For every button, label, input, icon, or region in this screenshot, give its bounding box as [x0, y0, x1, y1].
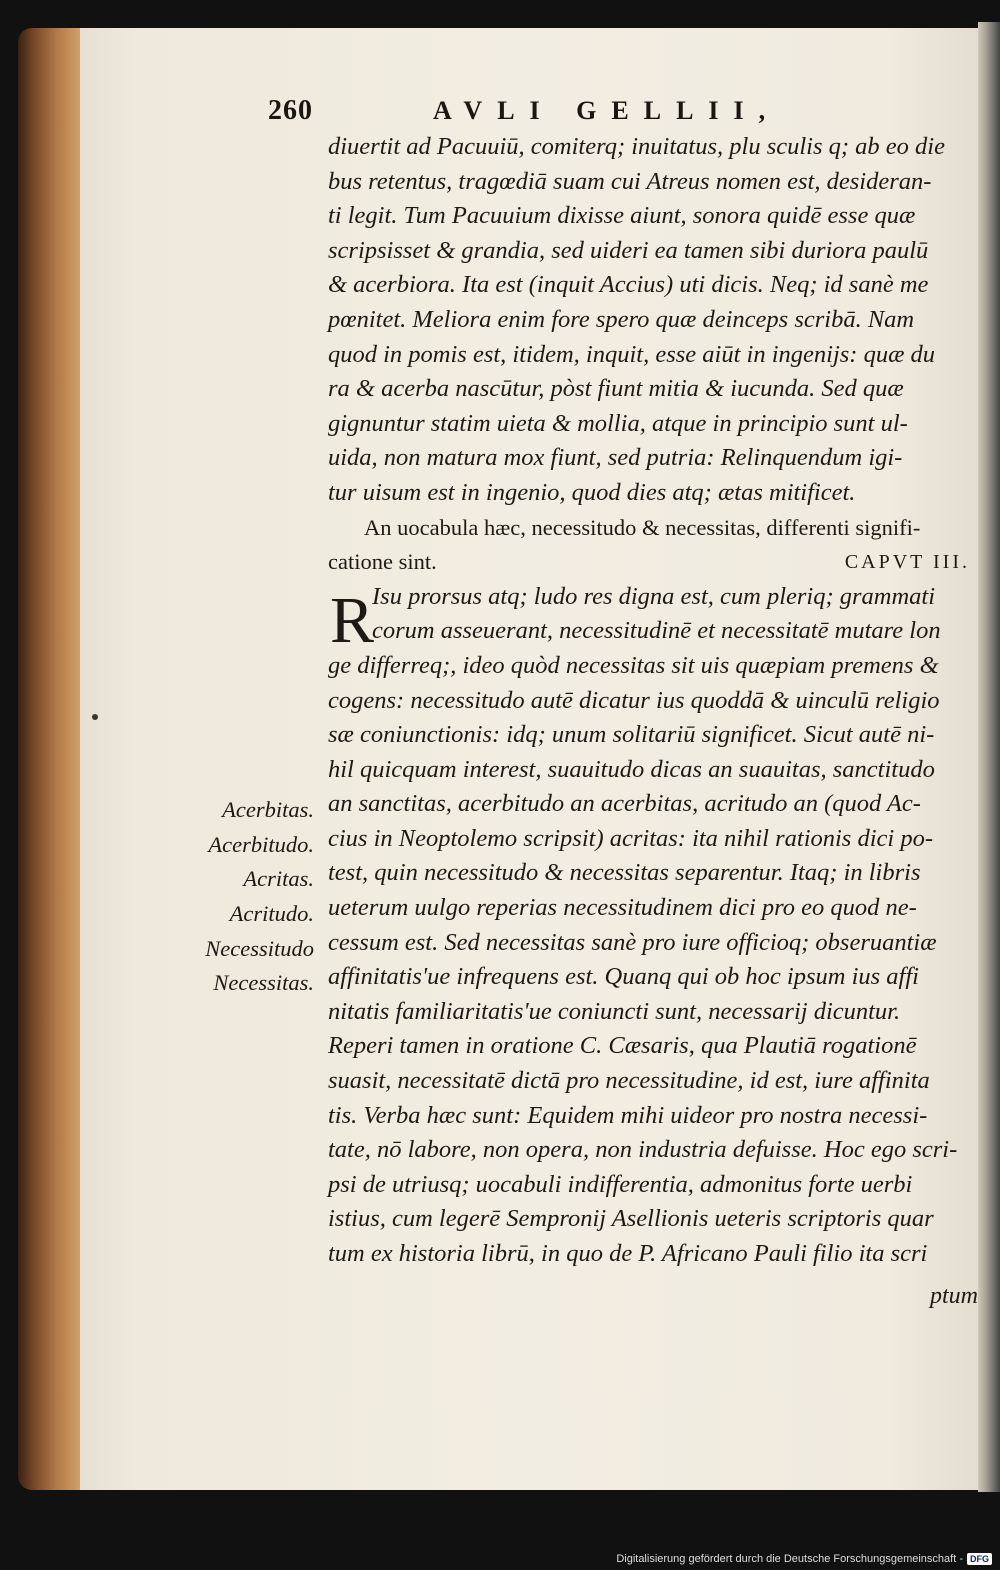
text-line: cogens: necessitudo autē dicatur ius quoddā & uinculū religio: [328, 686, 940, 714]
text-line: ra & acerba nascūtur, pòst fiunt mitia & iucunda. Sed quæ: [328, 375, 904, 403]
text-line: hil quicquam interest, suauitudo dicas an suauitas, sanctitudo: [328, 755, 935, 783]
text-line: istius, cum legerē Sempronij Asellionis ueteris scriptoris quar: [328, 1205, 934, 1233]
text-line: ge differreq;, ideo quòd necessitas sit uis quæpiam premens &: [328, 651, 939, 679]
text-line: scripsisset & grandia, sed uideri ea tamen sibi duriora paulū: [328, 236, 929, 264]
chapter-heading-row: [328, 545, 976, 580]
text-line: sæ coniunctionis: idq; unum solitariū significet. Sicut autē ni-: [328, 721, 935, 749]
main-text: [328, 130, 976, 1272]
text-line: corum asseuerant, necessitudinē et necessitatē mutare lon: [372, 617, 941, 645]
chapter-heading-line: catione sint.: [328, 549, 437, 575]
text-line: nitatis familiaritatis'ue coniuncti sunt, necessarij dicuntur.: [328, 997, 901, 1025]
text-line: pœnitet. Meliora enim fore spero quæ deinceps scribā. Nam: [328, 305, 915, 333]
margin-note: Acritas.: [243, 866, 314, 892]
text-line: bus retentus, tragœdiā suam cui Atreus nomen est, desideran-: [328, 167, 932, 195]
margin-note: Acritudo.: [229, 901, 314, 927]
text-line: uida, non matura mox fiunt, sed putria: Relinquendum igi-: [328, 444, 903, 472]
catchword: ptum: [930, 1283, 978, 1309]
text-line: psi de utriusq; uocabuli indifferentia, admonitus forte uerbi: [328, 1170, 913, 1198]
drop-cap: R: [330, 584, 375, 657]
text-line: tum ex historia librū, in quo de P. Africano Pauli filio ita scri: [328, 1240, 928, 1267]
running-head: AVLI GELLII,: [433, 96, 781, 125]
text-line: Isu prorsus atq; ludo res digna est, cum pleriq; grammati: [372, 582, 936, 610]
text-line: gignuntur statim uieta & mollia, atque in principio sunt ul-: [328, 409, 908, 437]
text-line: ti legit. Tum Pacuuium dixisse aiunt, sonora quidē esse quæ: [328, 202, 916, 230]
margin-note: Acerbitudo.: [208, 831, 314, 857]
text-line: diuertit ad Pacuuiū, comiterq; inuitatus, plu sculis q; ab eo die: [328, 133, 945, 160]
text-line: ueterum uulgo reperias necessitudinem dici pro eo quod ne-: [328, 894, 917, 922]
text-line: quod in pomis est, itidem, inquit, esse aiūt in ingenijs: quæ du: [328, 340, 936, 368]
margin-note: Necessitas.: [213, 970, 314, 996]
text-line: tis. Verba hæc sunt: Equidem mihi uideor pro nostra necessi-: [328, 1101, 928, 1129]
margin-note: Necessitudo: [205, 935, 314, 961]
book-left-edge: [18, 28, 88, 1490]
footer-credit: [0, 1548, 1000, 1570]
chapter-heading-line: An uocabula hæc, necessitudo & necessitas, differenti signifi-: [364, 514, 921, 540]
margin-note: Acerbitas.: [222, 797, 314, 822]
folio-number: 260: [268, 95, 313, 126]
text-line: tate, nō labore, non opera, non industria defuisse. Hoc ego scri-: [328, 1136, 958, 1164]
footer-credit-text: Digitalisierung gefördert durch die Deutsche Forschungsgemeinschaft -: [616, 1553, 963, 1565]
text-line: tur uisum est in ingenio, quod dies atq; ætas mitificet.: [328, 478, 856, 506]
text-line: test, quin necessitudo & necessitas separentur. Itaq; in libris: [328, 859, 921, 887]
text-line: & acerbiora. Ita est (inquit Accius) uti dicis. Neq; id sanè me: [328, 271, 929, 299]
book-right-edge: [978, 22, 1000, 1492]
margin-notes: [182, 793, 314, 1001]
text-line: Reperi tamen in oratione C. Cæsaris, qua Plautiā rogationē: [328, 1032, 917, 1060]
page-header: [268, 95, 828, 135]
chapter-number: CAPVT III.: [844, 551, 970, 574]
margin-dot: [92, 714, 98, 720]
dfg-logo-icon: DFG: [967, 1553, 992, 1565]
text-line: affinitatis'ue infrequens est. Quanq qui ob hoc ipsum ius affi: [328, 963, 919, 991]
text-line: an sanctitas, acerbitudo an acerbitas, acritudo an (quod Ac-: [328, 790, 921, 818]
text-line: suasit, necessitatē dictā pro necessitudine, id est, iure affinita: [328, 1067, 930, 1095]
text-line: cessum est. Sed necessitas sanè pro iure officioq; obseruantiæ: [328, 928, 937, 956]
text-line: cius in Neoptolemo scripsit) acritas: ita nihil rationis dici po-: [328, 824, 933, 852]
